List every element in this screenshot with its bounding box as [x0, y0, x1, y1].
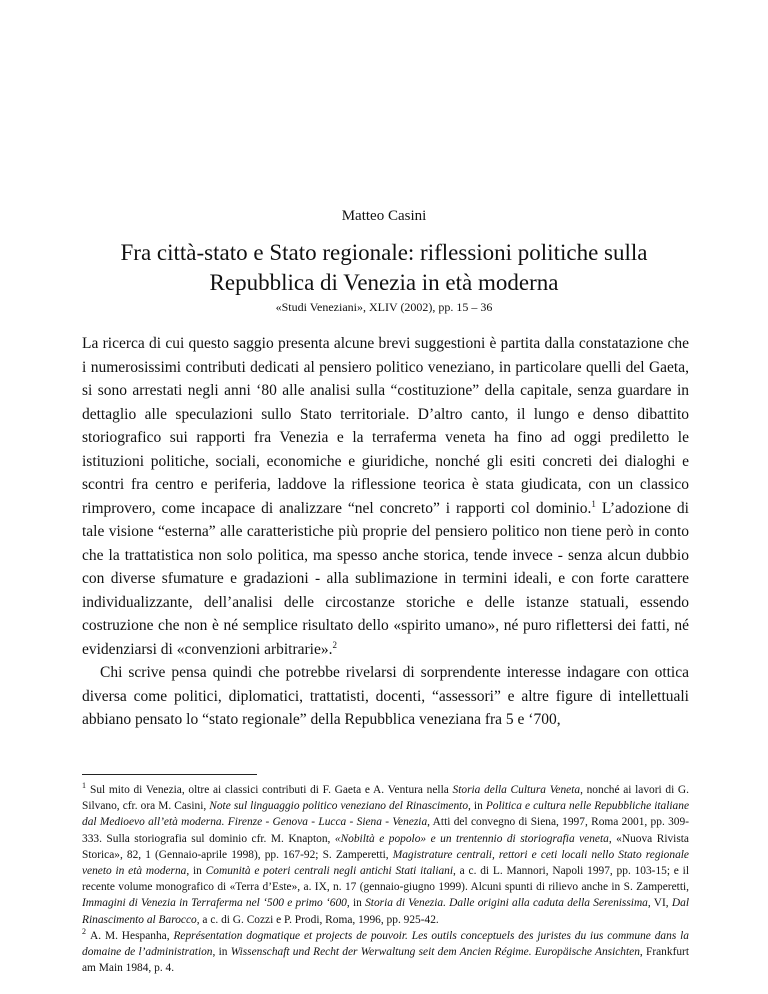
footnote-2-italic: Représentation dogmatique et projects de pouvoir. Les outils conceptuels des juristes du ius commune dans la domaine de l’administration — [82, 929, 689, 959]
footnote-1-text: , VI, — [647, 897, 672, 910]
title-line-1: Fra città-stato e Stato regionale: riflessioni politiche sulla — [120, 240, 648, 265]
footnote-1-text: , in — [468, 800, 486, 813]
footnote-1-italic: Comunità e poteri centrali negli antichi Stati italiani — [205, 865, 454, 878]
footnote-2-text: A. M. Hespanha, — [90, 929, 174, 942]
paragraph-1-text: La ricerca di cui questo saggio presenta alcune brevi suggestioni è partita dalla constatazione che i numerosissimi contributi dedicati al pensiero politico veneziano, in particolare quelli del Gaeta, si sono arrestati negli anni ‘80 alle analisi sulla “costituzione” della capitale, senza guardare in dettaglio alle speculazioni sullo Stato territoriale. D’altro canto, il lungo e denso dibattito storiografico sui rapporti fra Venezia e la terraferma veneta ha fino ad oggi prediletto le istituzioni politiche, sociali, economiche e giuridiche, nonché gli esiti concreti dei dialoghi e scontri fra centro e periferia, laddove la riflessione teorica è stata giudicata, con un classico rimprovero, come incapace di analizzare “nel concreto” i rapporti col dominio. — [82, 335, 689, 517]
footnote-1-text: , in — [186, 865, 206, 878]
footnote-1 — [82, 782, 689, 928]
footnote-2-text: , Frankfurt am Main 1984, p. 4. — [82, 946, 690, 975]
footnote-2-italic: Wissenschaft und Recht der Werwaltung seit dem Ancien Régime. Europäische Ansichten — [230, 946, 640, 959]
footnote-1-text: , a c. di G. Cozzi e P. Prodi, Roma, 1996, pp. 925-42. — [196, 913, 439, 926]
footnote-ref-1[interactable]: 1 — [591, 498, 596, 509]
footnote-1-italic: Politica e cultura nelle Repubbliche italiane dal Medioevo all’età moderna. Firenze - Genova - Lucca - Siena - Venezia — [82, 800, 689, 829]
title-line-2: Repubblica di Venezia in età moderna — [209, 270, 559, 295]
paragraph-1 — [82, 332, 689, 661]
footnote-1-italic: Note sul linguaggio politico veneziano del Rinascimento — [209, 800, 469, 813]
footnotes — [82, 782, 689, 976]
body-text — [82, 332, 689, 732]
article-title — [40, 238, 728, 298]
footnote-1-italic: «Nobiltà e popolo» e un trentennio di storiografia veneta — [334, 832, 609, 845]
paragraph-1-text-cont: L’adozione di tale visione “esterna” alle caratteristiche più proprie del pensiero politico non tiene però in conto che la trattatistica non solo politica, ma spesso anche storica, tende invece - senza alcun dubbio con diverse sfumature e gradazioni - alla sublimazione in termini ideali, e con forte carattere individualizzante, dell’analisi delle circostanze storiche e delle istanze statuali, essendo costruzione che non è né semplice risultato dello «spirito umano», né puro riflettersi dei fatti, né evidenziarsi di «convenzioni arbitrarie». — [82, 499, 689, 658]
footnote-1-text: , Atti del convegno di Siena, 1997, Roma 2001, pp. 309-333. Sulla storiografia sul dominio cfr. M. Knapton, — [82, 816, 689, 845]
footnote-1-text: , a c. di L. Mannori, Napoli 1997, pp. 103-15; e il recente volume monografico di «Terra d’Este», a. IX, n. 17 (gennaio-giugno 1999). Alcuni spunti di rilievo anche in S. Zamperetti, — [82, 865, 689, 894]
author-name: Matteo Casini — [341, 208, 427, 224]
paragraph-2-text: Chi scrive pensa quindi che potrebbe rivelarsi di sorprendente interesse indagare con ottica diversa come politici, diplomatici, trattatisti, docenti, “assessori” e altre figure di intellettuali abbiano pensato lo “stato regionale” della Repubblica veneziana fra 5 e ‘700, — [82, 664, 689, 728]
footnote-1-italic: Dal Rinascimento al Barocco — [82, 897, 689, 926]
footnote-1-italic: Immagini di Venezia in Terraferma nel ‘500 e primo ‘600 — [82, 897, 347, 910]
footnote-divider — [82, 774, 257, 775]
footnote-ref-2[interactable]: 2 — [332, 639, 337, 650]
footnote-1-number: 1 — [82, 781, 86, 791]
footnote-1-italic: Storia della Cultura Veneta — [452, 784, 581, 796]
footnote-1-italic: Magistrature centrali, rettori e ceti locali nello Stato regionale veneto in età moderna — [82, 848, 689, 878]
footnote-2-number: 2 — [82, 927, 86, 937]
paragraph-2 — [82, 661, 689, 732]
footnote-1-italic: Storia di Venezia. Dalle origini alla caduta della Serenissima — [365, 897, 648, 910]
source-citation: «Studi Veneziani», XLIV (2002), pp. 15 – 36 — [275, 300, 493, 314]
footnote-2 — [82, 928, 689, 977]
footnote-1-text: Sul mito di Venezia, oltre ai classici contributi di F. Gaeta e A. Ventura nella — [90, 784, 453, 796]
footnote-1-text: , «Nuova Rivista Storica», 82, 1 (Gennaio-aprile 1998), pp. 167-92; S. Zamperetti, — [82, 832, 689, 861]
footnote-1-text: , nonché ai lavori di G. Silvano, cfr. ora M. Casini, — [82, 784, 690, 813]
footnote-2-text: , in — [212, 946, 231, 959]
footnote-1-text: , in — [346, 897, 366, 910]
